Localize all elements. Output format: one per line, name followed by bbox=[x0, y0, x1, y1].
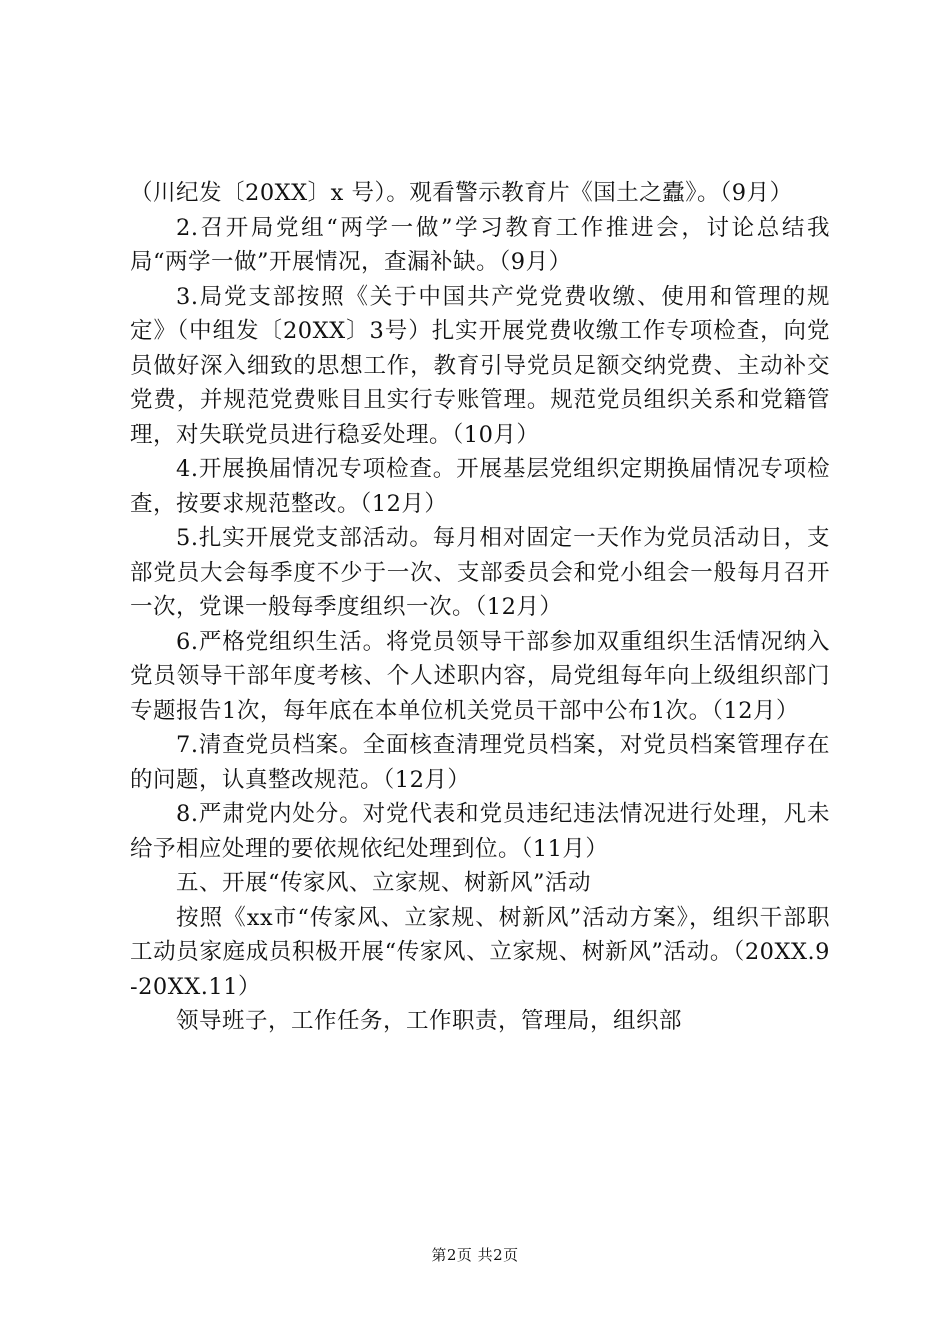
paragraph-item-6: 6.严格党组织生活。将党员领导干部参加双重组织生活情况纳入党员领导干部年度考核、个人述职内容，局党组每年向上级组织部门专题报告1次，每年底在本单位机关党员干部中公布1次。（12月） bbox=[130, 628, 830, 724]
paragraph-item-8: 8.严肃党内处分。对党代表和党员违纪违法情况进行处理，凡未给予相应处理的要依规依纪处理到位。（11月） bbox=[130, 801, 830, 862]
paragraph-item-7: 7.清查党员档案。全面核查清理党员档案，对党员档案管理存在的问题，认真整改规范。（12月） bbox=[130, 732, 830, 793]
paragraph-continuation: （川纪发〔20XX〕x 号）。观看警示教育片《国土之蠹》。（9月） bbox=[130, 180, 793, 206]
paragraph-section-body: 按照《xx市“传家风、立家规、树新风”活动方案》，组织干部职工动员家庭成员积极开展“传家风、立家规、树新风”活动。（20XX.9-20XX.11） bbox=[130, 904, 830, 1000]
page-number-footer: 第2页 共2页 bbox=[431, 1246, 519, 1264]
keywords-line: 领导班子，工作任务，工作职责，管理局，组织部 bbox=[176, 1008, 683, 1034]
paragraph-item-4: 4.开展换届情况专项检查。开展基层党组织定期换届情况专项检查，按要求规范整改。（12月） bbox=[130, 456, 830, 517]
document-body bbox=[130, 176, 830, 1039]
paragraph-item-5: 5.扎实开展党支部活动。每月相对固定一天作为党员活动日，支部党员大会每季度不少于一次、支部委员会和党小组会一般每月召开一次，党课一般每季度组织一次。（12月） bbox=[130, 525, 830, 620]
section-heading: 五、开展“传家风、立家规、树新风”活动 bbox=[176, 870, 592, 896]
paragraph-item-2: 2.召开局党组“两学一做”学习教育工作推进会，讨论总结我局“两学一做”开展情况，查漏补缺。（9月） bbox=[130, 214, 830, 275]
paragraph-item-3: 3.局党支部按照《关于中国共产党党费收缴、使用和管理的规定》（中组发〔20XX〕3号）扎实开展党费收缴工作专项检查，向党员做好深入细致的思想工作，教育引导党员足额交纳党费、主动补交党费，并规范党费账目且实行专账管理。规范党员组织关系和党籍管理，对失联党员进行稳妥处理。（10月） bbox=[130, 283, 830, 448]
